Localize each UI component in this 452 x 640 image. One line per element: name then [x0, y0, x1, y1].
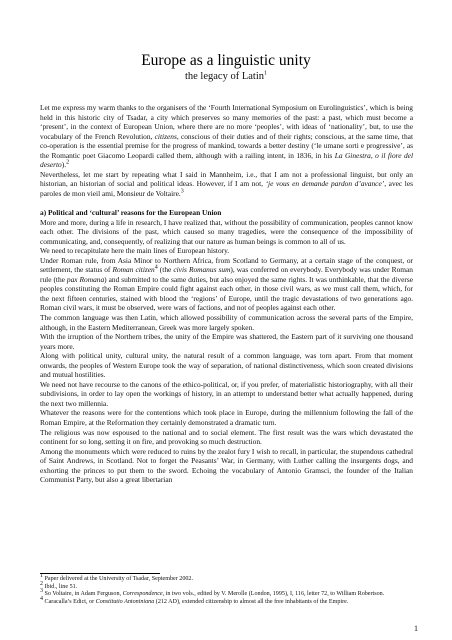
- text-run-italic: civis Romanus sum: [173, 265, 231, 275]
- text-run: ) and submitted to the same duties, but also enjoyed the same rights. It was unthinkable, that the diverse peoples constituting the Roman Empire could fight against each other, in those civil wars, as we must call them, which, for the next fifteen centuries, stained with blood the ‘regions’ of Europe, until the tragic devastations of two generations ago. Roman civil wars, it must be observed, were wars of factions, and not of peoples against each other.: [40, 274, 413, 313]
- footnote-number: 3: [40, 588, 43, 595]
- footnote-ref-3[interactable]: 3: [180, 188, 184, 195]
- footnote-number: 2: [40, 580, 43, 587]
- text-run: , conscious of their duties and of their rights; conscious, at the same time, that co-operation is the essential premise for the progress of mankind, towards a better destiny (‘le umane sorti e progressive’, as the Romantic poet Giacomo Leopardi called them, although with a railing intent, in 1836, in his: [40, 131, 413, 160]
- text-run-italic: La Ginestra, o il fiore del deserto: [40, 150, 413, 170]
- footnote-3: [40, 588, 413, 599]
- text-run: Nevertheless, let me start by repeating what I said in Mannheim, i.e., that I am not a professional linguist, but only an historian, an historian of social and political ideas. However, if I am not,: [40, 169, 413, 189]
- footnote-number: 4: [40, 595, 43, 602]
- footnote-text: Ibid., line 51.: [43, 583, 78, 590]
- footnote-number: 1: [40, 573, 43, 579]
- paragraph: [40, 256, 413, 313]
- footnote-text: Paper delivered at the University of Tsadar, September 2002.: [43, 576, 193, 583]
- footnote-text-italic: Correspondence: [122, 591, 163, 598]
- paragraph-intro-1: [40, 103, 413, 170]
- text-run: ), was conferred on everybody. Everybody was under Roman rule (the: [40, 265, 413, 284]
- page-subtitle: [0, 70, 452, 83]
- paragraph: We need not have recourse to the canons of the ethico-political, or, if you prefer, of materialistic historiography, with all their subdivisions, in order to lay open the workings of history, in an attempt to understand better what actually happened, during the next two millennia.: [40, 379, 413, 408]
- text-run-italic: pax Romana: [66, 274, 105, 284]
- page-number: 1: [414, 624, 418, 633]
- paragraph-intro-2: [40, 170, 413, 199]
- footnote-1: [40, 573, 413, 584]
- body-text: [40, 103, 413, 485]
- text-run: (the: [157, 265, 174, 275]
- footnote-ref-4[interactable]: 4: [154, 264, 158, 271]
- text-run: Under Roman rule, from Asia Minor to Northern Africa, from Scotland to Germany, at a certain stage of the conquest, or settlement, the status of: [40, 255, 413, 275]
- title-text: Europe as a linguistic unity: [141, 52, 311, 69]
- paragraph: More and more, during a life in research, I have realized that, without the possibility of communication, peoples cannot know each other. The divisions of the past, which caused so many tragedies, were the consequence of the impossibility of communicating, and, consequently, of realizing that our nature as human beings is common to all of us.: [40, 217, 413, 246]
- text-run-italic: Roman citizen: [112, 265, 155, 275]
- page-title: [0, 52, 452, 70]
- footnote-text: So Voltaire, in Adam Ferguson,: [43, 591, 123, 598]
- footnote-divider: [40, 573, 160, 574]
- section-heading: a) Political and ‘cultural’ reasons for the European Union: [40, 207, 222, 217]
- footnote-ref-2[interactable]: 2: [66, 159, 70, 166]
- footnote-text: , in two vols., edited by V. Merolle (London, 1995), I, 116, letter 72, to William Robertson.: [162, 591, 385, 598]
- footnote-4: [40, 595, 413, 607]
- footnote-ref-1[interactable]: 1: [264, 70, 267, 77]
- paragraph: We need to recapitulate here the main lines of European history.: [40, 246, 230, 256]
- text-run-italic: ‘je vous en demande pardon d’avance’: [265, 179, 385, 189]
- footnote-text-italic: Constitutio Antoniniana: [95, 598, 155, 605]
- text-run: Let me express my warm thanks to the organisers of the ‘Fourth International Symposium on Eurolinguistics’, which is being held in this historic city of Tsadar, a city which preserves so many memories of the past: a past, which must become a ‘present’, in the context of European Union, where there are no more ‘peoples’, with ideas of ‘nationality’, but, to use the vocabulary of the French Revolution,: [40, 103, 413, 141]
- paragraph: Along with political unity, cultural unity, the natural result of a common language, was torn apart. From that moment onwards, the peoples of Western Europe took the way of separation, of national distinctiveness, which soon created divisions and mutual hostilities.: [40, 351, 413, 380]
- text-run: , avec les paroles de mon vieil ami, Monsieur de Voltaire.: [40, 179, 414, 198]
- paragraph: Whatever the reasons were for the contentions which took place in Europe, during the millennium following the fall of the Roman Empire, at the Reformation they certainly demonstrated a dramatic turn.: [40, 408, 413, 427]
- paragraph: The common language was then Latin, which allowed possibility of communication across the several parts of the Empire, although, in the Eastern Mediterranean, Greek was more largely spoken.: [40, 312, 413, 332]
- paragraph: Among the monuments which were reduced to ruins by the zealot fury I wish to recall, in particular, the stupendous cathedral of Saint Andrews, in Scotland. Not to forget the Peasants’ War, in Germany, with Luther calling the insurgents dogs, and exhorting the princes to put them to the sword. Echoing the vocabulary of Antonio Gramsci, the founder of the Italian Communist Party, but also a great libertarian: [40, 446, 413, 485]
- text-run-italic: citizens: [154, 131, 177, 141]
- footnote-text: (212 AD), extended citizenship to almost all the free inhabitants of the Empire.: [154, 598, 349, 605]
- footnote-text: Caracalla’s Edict, or: [43, 598, 96, 605]
- paragraph: With the irruption of the Northern tribes, the unity of the Empire was shattered, the Eastern part of it surviving one thousand years more.: [40, 332, 413, 351]
- paragraph: The religious was now espoused to the national and to social element. The first result was the wars which devastated the continent for so long, setting it on fire, and provoking so much destruction.: [40, 427, 413, 447]
- footnotes: [40, 573, 413, 607]
- text-run: ).: [61, 160, 67, 170]
- subtitle-text: the legacy of Latin: [184, 71, 264, 82]
